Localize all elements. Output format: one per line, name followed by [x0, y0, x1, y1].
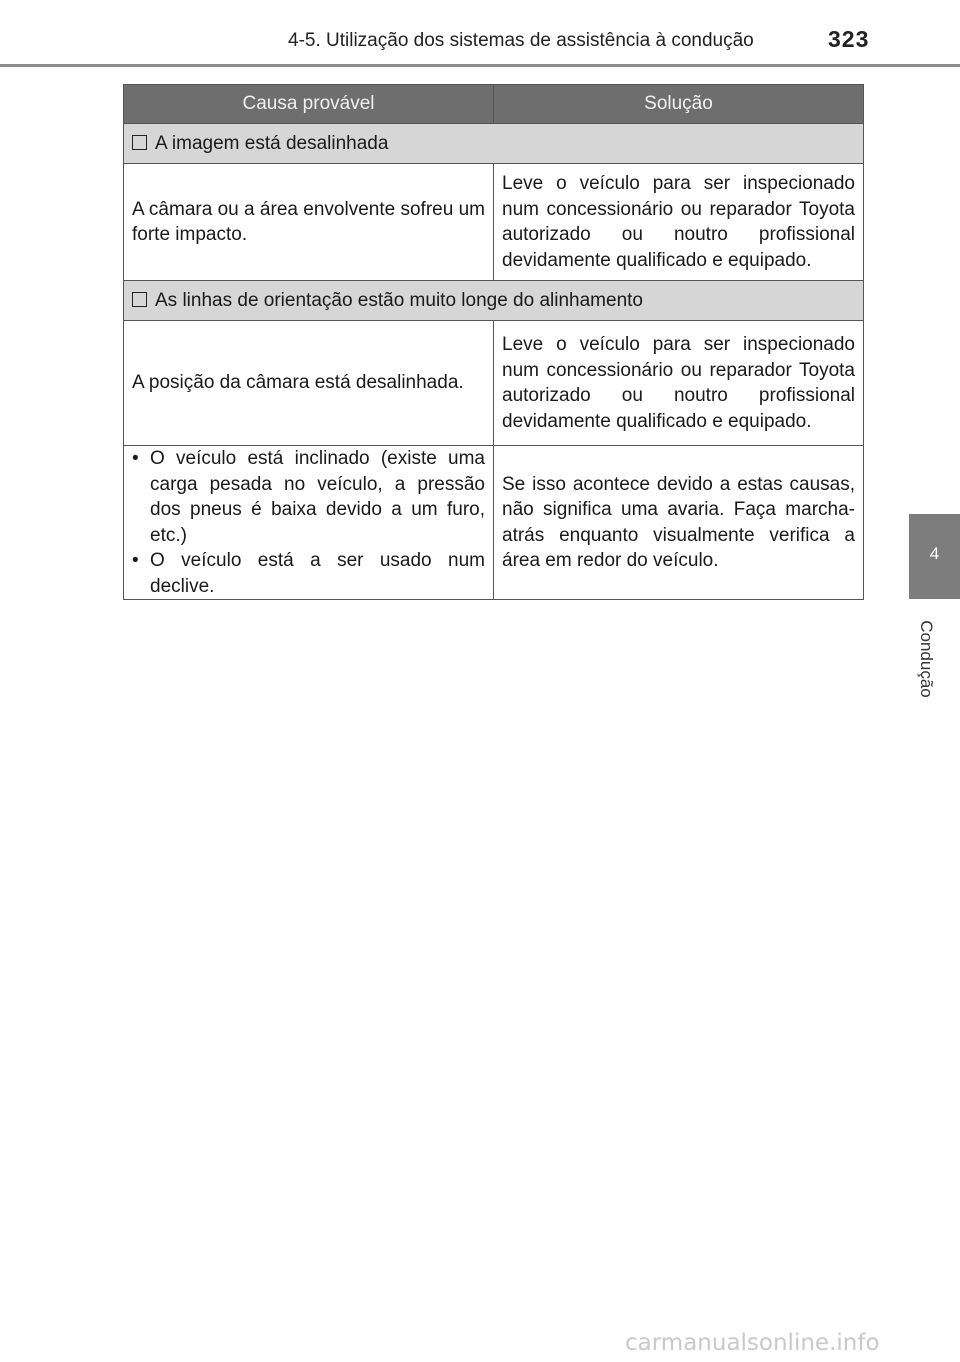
chapter-tab[interactable] — [909, 514, 960, 599]
section-heading — [124, 124, 864, 164]
section-heading — [124, 281, 864, 321]
cause-cell: A posição da câmara está desalinhada. — [124, 321, 494, 446]
list-item: • O veículo está inclinado (existe uma carga pesada no veículo, a pressão dos pneus é baixa devido a um furo, etc.) — [132, 446, 485, 548]
page-header-title: 4-5. Utilização dos sistemas de assistência à condução — [288, 30, 754, 51]
table-header-row — [124, 85, 864, 124]
solution-cell: Leve o veículo para ser inspecionado num concessionário ou reparador Toyota autorizado ou noutro profissional devidamente qualificado e equipado. — [494, 164, 864, 281]
troubleshooting-table — [123, 84, 864, 600]
page-number: 323 — [828, 26, 870, 52]
table-row — [124, 164, 864, 281]
chapter-label-text: Condução — [917, 620, 936, 698]
watermark: carmanualsonline.info — [625, 1330, 880, 1356]
solution-cell: Leve o veículo para ser inspecionado num concessionário ou reparador Toyota autorizado ou noutro profissional devidamente qualificado e equipado. — [494, 321, 864, 446]
column-header-cause: Causa provável — [124, 85, 494, 124]
section-row — [124, 281, 864, 321]
solution-cell: Se isso acontece devido a estas causas, não significa uma avaria. Faça marcha-atrás enquanto visualmente verifica a área em redor do veículo. — [494, 446, 864, 600]
header-divider — [0, 64, 960, 67]
cause-bullet-list — [132, 446, 485, 599]
cause-cell: A câmara ou a área envolvente sofreu um forte impacto. — [124, 164, 494, 281]
column-header-solution: Solução — [494, 85, 864, 124]
cause-cell — [124, 446, 494, 600]
checkbox-icon — [132, 292, 147, 307]
section-heading-text: As linhas de orientação estão muito longe do alinhamento — [155, 289, 643, 311]
chapter-label — [913, 606, 939, 712]
table-row — [124, 446, 864, 600]
checkbox-icon — [132, 135, 147, 150]
list-item: • O veículo está a ser usado num declive. — [132, 548, 485, 599]
chapter-number: 4 — [929, 544, 940, 563]
table-row — [124, 321, 864, 446]
section-heading-text: A imagem está desalinhada — [155, 132, 389, 154]
section-row — [124, 124, 864, 164]
